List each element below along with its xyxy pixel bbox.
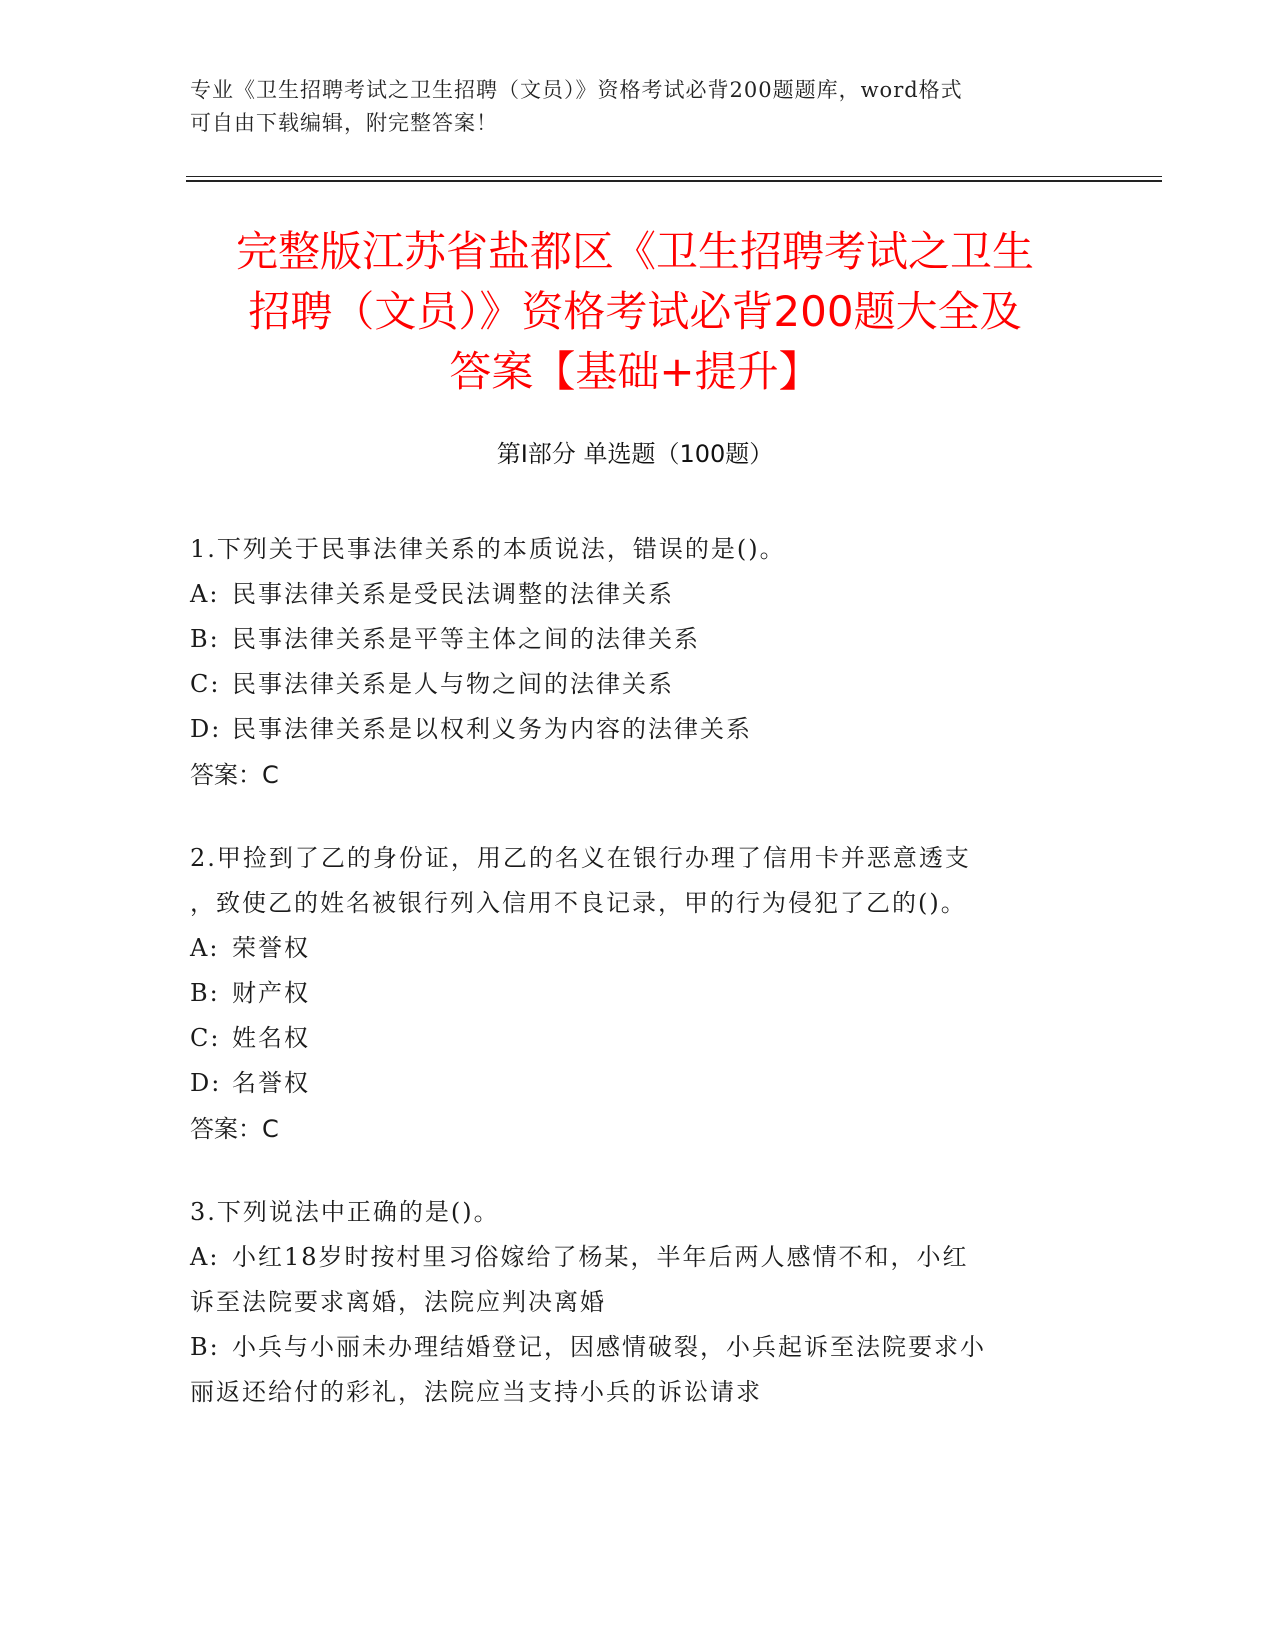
option-a — [190, 572, 1070, 617]
option-a — [190, 1235, 1070, 1280]
option-b — [190, 971, 1070, 1016]
option-key: D: — [190, 1069, 222, 1097]
question-1 — [190, 527, 1070, 798]
option-key: C: — [190, 670, 221, 698]
header-note — [190, 74, 1070, 140]
document-title — [190, 222, 1080, 402]
option-b — [190, 617, 1070, 662]
header-divider-thick — [186, 180, 1162, 182]
header-note-line-1: 专业《卫生招聘考试之卫生招聘（文员）》资格考试必背200题题库，word格式 — [190, 78, 963, 102]
question-2 — [190, 836, 1070, 1152]
question-stem: 1.下列关于民事法律关系的本质说法，错误的是()。 — [190, 535, 786, 563]
question-stem: 3.下列说法中正确的是()。 — [190, 1198, 500, 1226]
option-key: A: — [190, 580, 220, 608]
question-list — [190, 527, 1070, 1453]
option-text: 民事法律关系是人与物之间的法律关系 — [232, 670, 674, 698]
document-title-line-3: 答案【基础+提升】 — [449, 347, 821, 396]
option-b — [190, 1325, 1070, 1370]
document-title-line-1: 完整版江苏省盐都区《卫生招聘考试之卫生 — [235, 227, 1034, 276]
option-d — [190, 1061, 1070, 1106]
option-a — [190, 926, 1070, 971]
document-title-line-2: 招聘（文员）》资格考试必背200题大全及 — [248, 287, 1022, 336]
answer: 答案：C — [190, 1115, 279, 1143]
option-key: C: — [190, 1024, 221, 1052]
question-stem-continued: ，致使乙的姓名被银行列入信用不良记录，甲的行为侵犯了乙的()。 — [190, 889, 967, 917]
option-text: 小红18岁时按村里习俗嫁给了杨某，半年后两人感情不和，小红 — [232, 1243, 969, 1271]
option-text: 财产权 — [232, 979, 310, 1007]
option-d — [190, 707, 1070, 752]
section-title: 第Ⅰ部分 单选题（100题） — [496, 440, 774, 468]
option-text: 荣誉权 — [232, 934, 310, 962]
option-key: A: — [190, 1243, 220, 1271]
option-a-continued: 诉至法院要求离婚，法院应判决离婚 — [190, 1288, 606, 1316]
option-text: 名誉权 — [232, 1069, 310, 1097]
option-key: A: — [190, 934, 220, 962]
option-key: D: — [190, 715, 222, 743]
option-key: B: — [190, 979, 220, 1007]
option-text: 姓名权 — [232, 1024, 310, 1052]
option-text: 民事法律关系是受民法调整的法律关系 — [232, 580, 674, 608]
option-key: B: — [190, 1333, 220, 1361]
answer: 答案：C — [190, 761, 279, 789]
option-text: 民事法律关系是平等主体之间的法律关系 — [232, 625, 700, 653]
question-stem: 2.甲捡到了乙的身份证，用乙的名义在银行办理了信用卡并恶意透支 — [190, 844, 971, 872]
header-note-line-2: 可自由下载编辑，附完整答案！ — [190, 111, 498, 135]
option-key: B: — [190, 625, 220, 653]
question-3 — [190, 1190, 1070, 1415]
option-text: 民事法律关系是以权利义务为内容的法律关系 — [232, 715, 752, 743]
option-c — [190, 1016, 1070, 1061]
header-divider-thin — [186, 176, 1162, 177]
option-b-continued: 丽返还给付的彩礼，法院应当支持小兵的诉讼请求 — [190, 1378, 762, 1406]
option-text: 小兵与小丽未办理结婚登记，因感情破裂，小兵起诉至法院要求小 — [232, 1333, 986, 1361]
option-c — [190, 662, 1070, 707]
